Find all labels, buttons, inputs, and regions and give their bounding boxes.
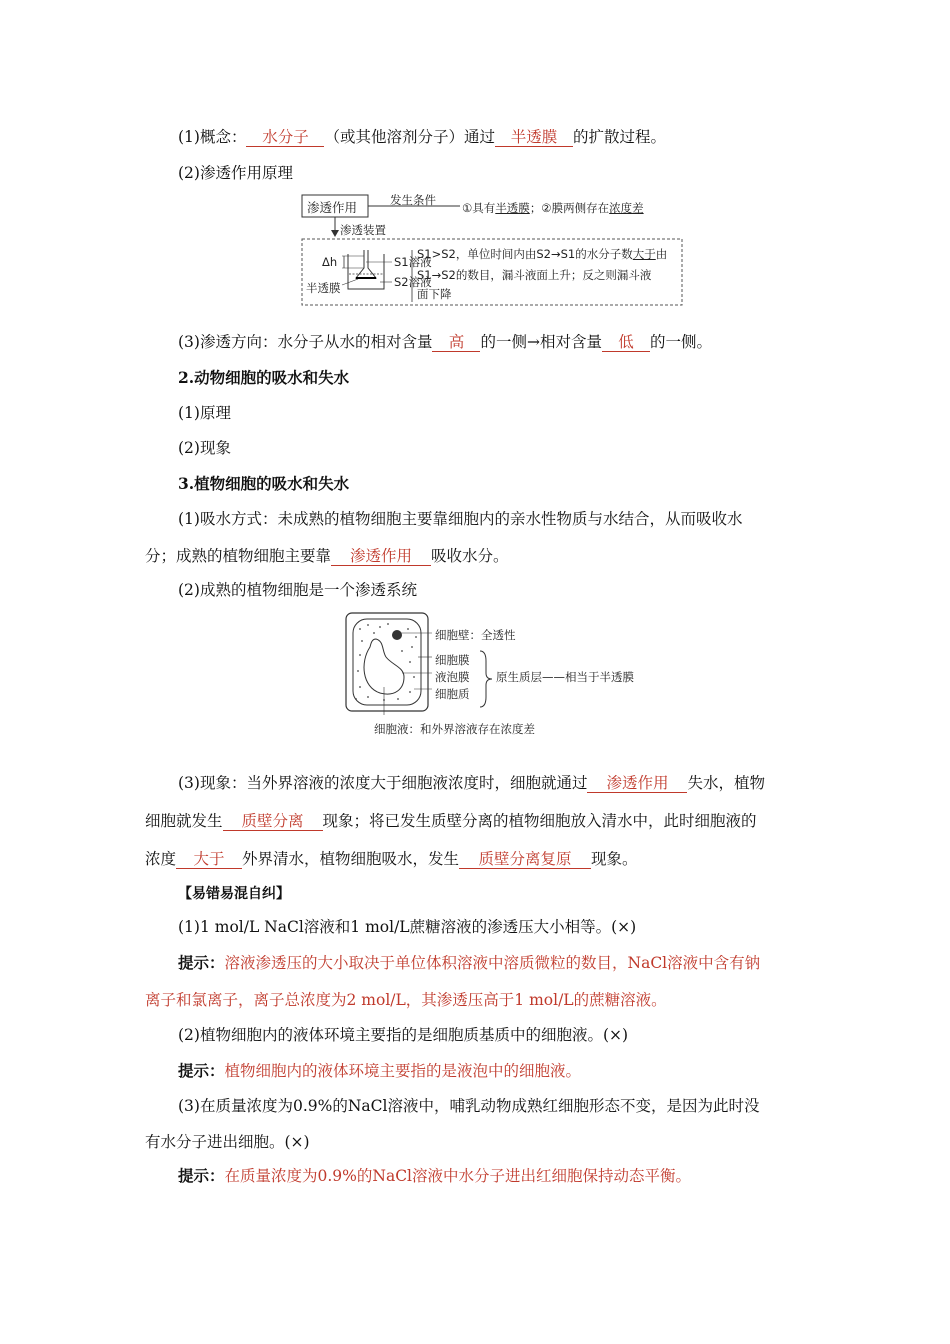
absorption-line2-post: 吸收水分。: [431, 547, 509, 565]
absorption-line2: [145, 546, 509, 566]
cytoplasm-label: 细胞质: [435, 687, 470, 701]
osmosis-desc-line3: 面下降: [417, 287, 452, 301]
answer-osmosis-2: 渗透作用: [587, 774, 687, 793]
desc-greater: 大于: [632, 247, 656, 261]
phenomenon-line3-post: 现象。: [591, 850, 638, 868]
tip-2-text: 植物细胞内的液体环境主要指的是液泡中的细胞液。: [224, 1062, 582, 1080]
osmotic-system-heading: (2)成熟的植物细胞是一个渗透系统: [178, 581, 417, 599]
tip-1-text: 溶液渗透压的大小取决于单位体积溶液中溶质微粒的数目，NaCl溶液中含有钠: [224, 954, 761, 972]
phenomenon-line1-post: 失水，植物: [687, 774, 765, 792]
protoplast-layer-label: 原生质层——相当于半透膜: [496, 670, 634, 684]
error-heading: 【易错易混自纠】: [178, 886, 290, 902]
phenomenon-line1-pre: (3)现象：当外界溶液的浓度大于细胞液浓度时，细胞就通过: [178, 774, 588, 792]
s1-solution-label: S1溶液: [394, 255, 432, 269]
answer-low: 低: [602, 333, 650, 352]
absorption-line1: (1)吸水方式：未成熟的植物细胞主要靠细胞内的亲水性物质与水结合，从而吸收水: [178, 510, 743, 528]
question-1: (1)1 mol/L NaCl溶液和1 mol/L蔗糖溶液的渗透压大小相等。(×): [178, 918, 637, 936]
answer-semipermeable-membrane: 半透膜: [495, 128, 573, 147]
tip-1-line1: [178, 953, 760, 973]
vacuole-membrane-label: 液泡膜: [435, 670, 470, 684]
condition-pre: ①具有: [462, 201, 496, 215]
answer-high: 高: [432, 333, 480, 352]
condition-membrane: 半透膜: [495, 201, 530, 215]
osmosis-box-label: 渗透作用: [307, 200, 358, 215]
answer-plasmolysis: 质壁分离: [223, 812, 323, 831]
answer-osmosis-1: 渗透作用: [331, 547, 431, 566]
animal-principle: (1)原理: [178, 404, 231, 422]
plant-cell-heading: 3.植物细胞的吸水和失水: [178, 474, 350, 493]
concept-label: (1)概念：: [178, 128, 247, 146]
cell-sap-label: 细胞液：和外界溶液存在浓度差: [374, 722, 535, 736]
answer-greater: 大于: [176, 850, 242, 869]
phenomenon-line2-pre: 细胞就发生: [145, 812, 223, 830]
question-2: (2)植物细胞内的液体环境主要指的是细胞质基质中的细胞液。(×): [178, 1026, 629, 1044]
absorption-line2-pre: 分；成熟的植物细胞主要靠: [145, 547, 332, 565]
condition-mid: ；②膜两侧存在: [529, 201, 610, 215]
tip-1-label: 提示：: [178, 953, 225, 972]
phenomenon-line3-mid: 外界清水，植物细胞吸水，发生: [242, 850, 460, 868]
phenomenon-line3: [145, 849, 638, 869]
cell-wall-label: 细胞壁：全透性: [435, 628, 516, 642]
concept-end: 的扩散过程。: [572, 128, 666, 146]
question-3-line1: (3)在质量浓度为0.9%的NaCl溶液中，哺乳动物成熟红细胞形态不变，是因为此时没: [178, 1097, 760, 1115]
osmosis-diagram: [300, 192, 690, 312]
osmosis-desc-line1: [417, 246, 667, 262]
membrane-label: 半透膜: [306, 281, 341, 295]
animal-cell-heading: 2.动物细胞的吸水和失水: [178, 368, 350, 387]
plant-cell-diagram: [340, 607, 660, 747]
condition-label: 发生条件: [390, 193, 436, 207]
delta-h-label: Δh: [322, 255, 338, 269]
direction-pre: (3)渗透方向：水分子从水的相对含量: [178, 333, 433, 351]
s2-solution-label: S2溶液: [394, 275, 432, 289]
condition-gradient: 浓度差: [609, 201, 644, 215]
osmosis-direction-paragraph: [178, 332, 712, 352]
tip-3-label: 提示：: [178, 1166, 225, 1185]
tip-2: [178, 1061, 581, 1081]
tip-3: [178, 1166, 691, 1186]
tip-2-label: 提示：: [178, 1061, 225, 1080]
desc-line1-a: S1>S2，单位时间内由S2→S1的水分子数: [417, 247, 633, 261]
tip-3-text: 在质量浓度为0.9%的NaCl溶液中水分子进出红细胞保持动态平衡。: [224, 1167, 692, 1185]
phenomenon-line2: [145, 811, 757, 831]
question-3-line2: 有水分子进出细胞。(×): [145, 1133, 310, 1151]
concept-paragraph: [178, 127, 666, 147]
animal-phenomenon: (2)现象: [178, 439, 231, 457]
osmosis-desc-line2: S1→S2的数目，漏斗液面上升；反之则漏斗液: [417, 268, 652, 282]
tip-1-line2: 离子和氯离子，离子总浓度为2 mol/L，其渗透压高于1 mol/L的蔗糖溶液。: [145, 991, 667, 1009]
brace-icon: [478, 649, 498, 709]
desc-line1-b: 由: [655, 247, 668, 261]
cell-membrane-label: 细胞膜: [435, 653, 470, 667]
phenomenon-line3-pre: 浓度: [145, 850, 177, 868]
osmosis-principle-heading: (2)渗透作用原理: [178, 164, 293, 182]
direction-post: 的一侧。: [649, 333, 712, 351]
phenomenon-line1: [178, 773, 765, 793]
direction-mid: 的一侧→相对含量: [480, 333, 602, 351]
phenomenon-line2-post: 现象；将已发生质壁分离的植物细胞放入清水中，此时细胞液的: [322, 812, 757, 830]
answer-water-molecule: 水分子: [246, 128, 324, 147]
answer-deplasmolysis: 质壁分离复原: [459, 850, 591, 869]
concept-middle: （或其他溶剂分子）通过: [324, 128, 495, 146]
device-label: 渗透装置: [340, 223, 386, 237]
plant-cell-drawing: [340, 607, 440, 717]
condition-text: [462, 200, 644, 216]
